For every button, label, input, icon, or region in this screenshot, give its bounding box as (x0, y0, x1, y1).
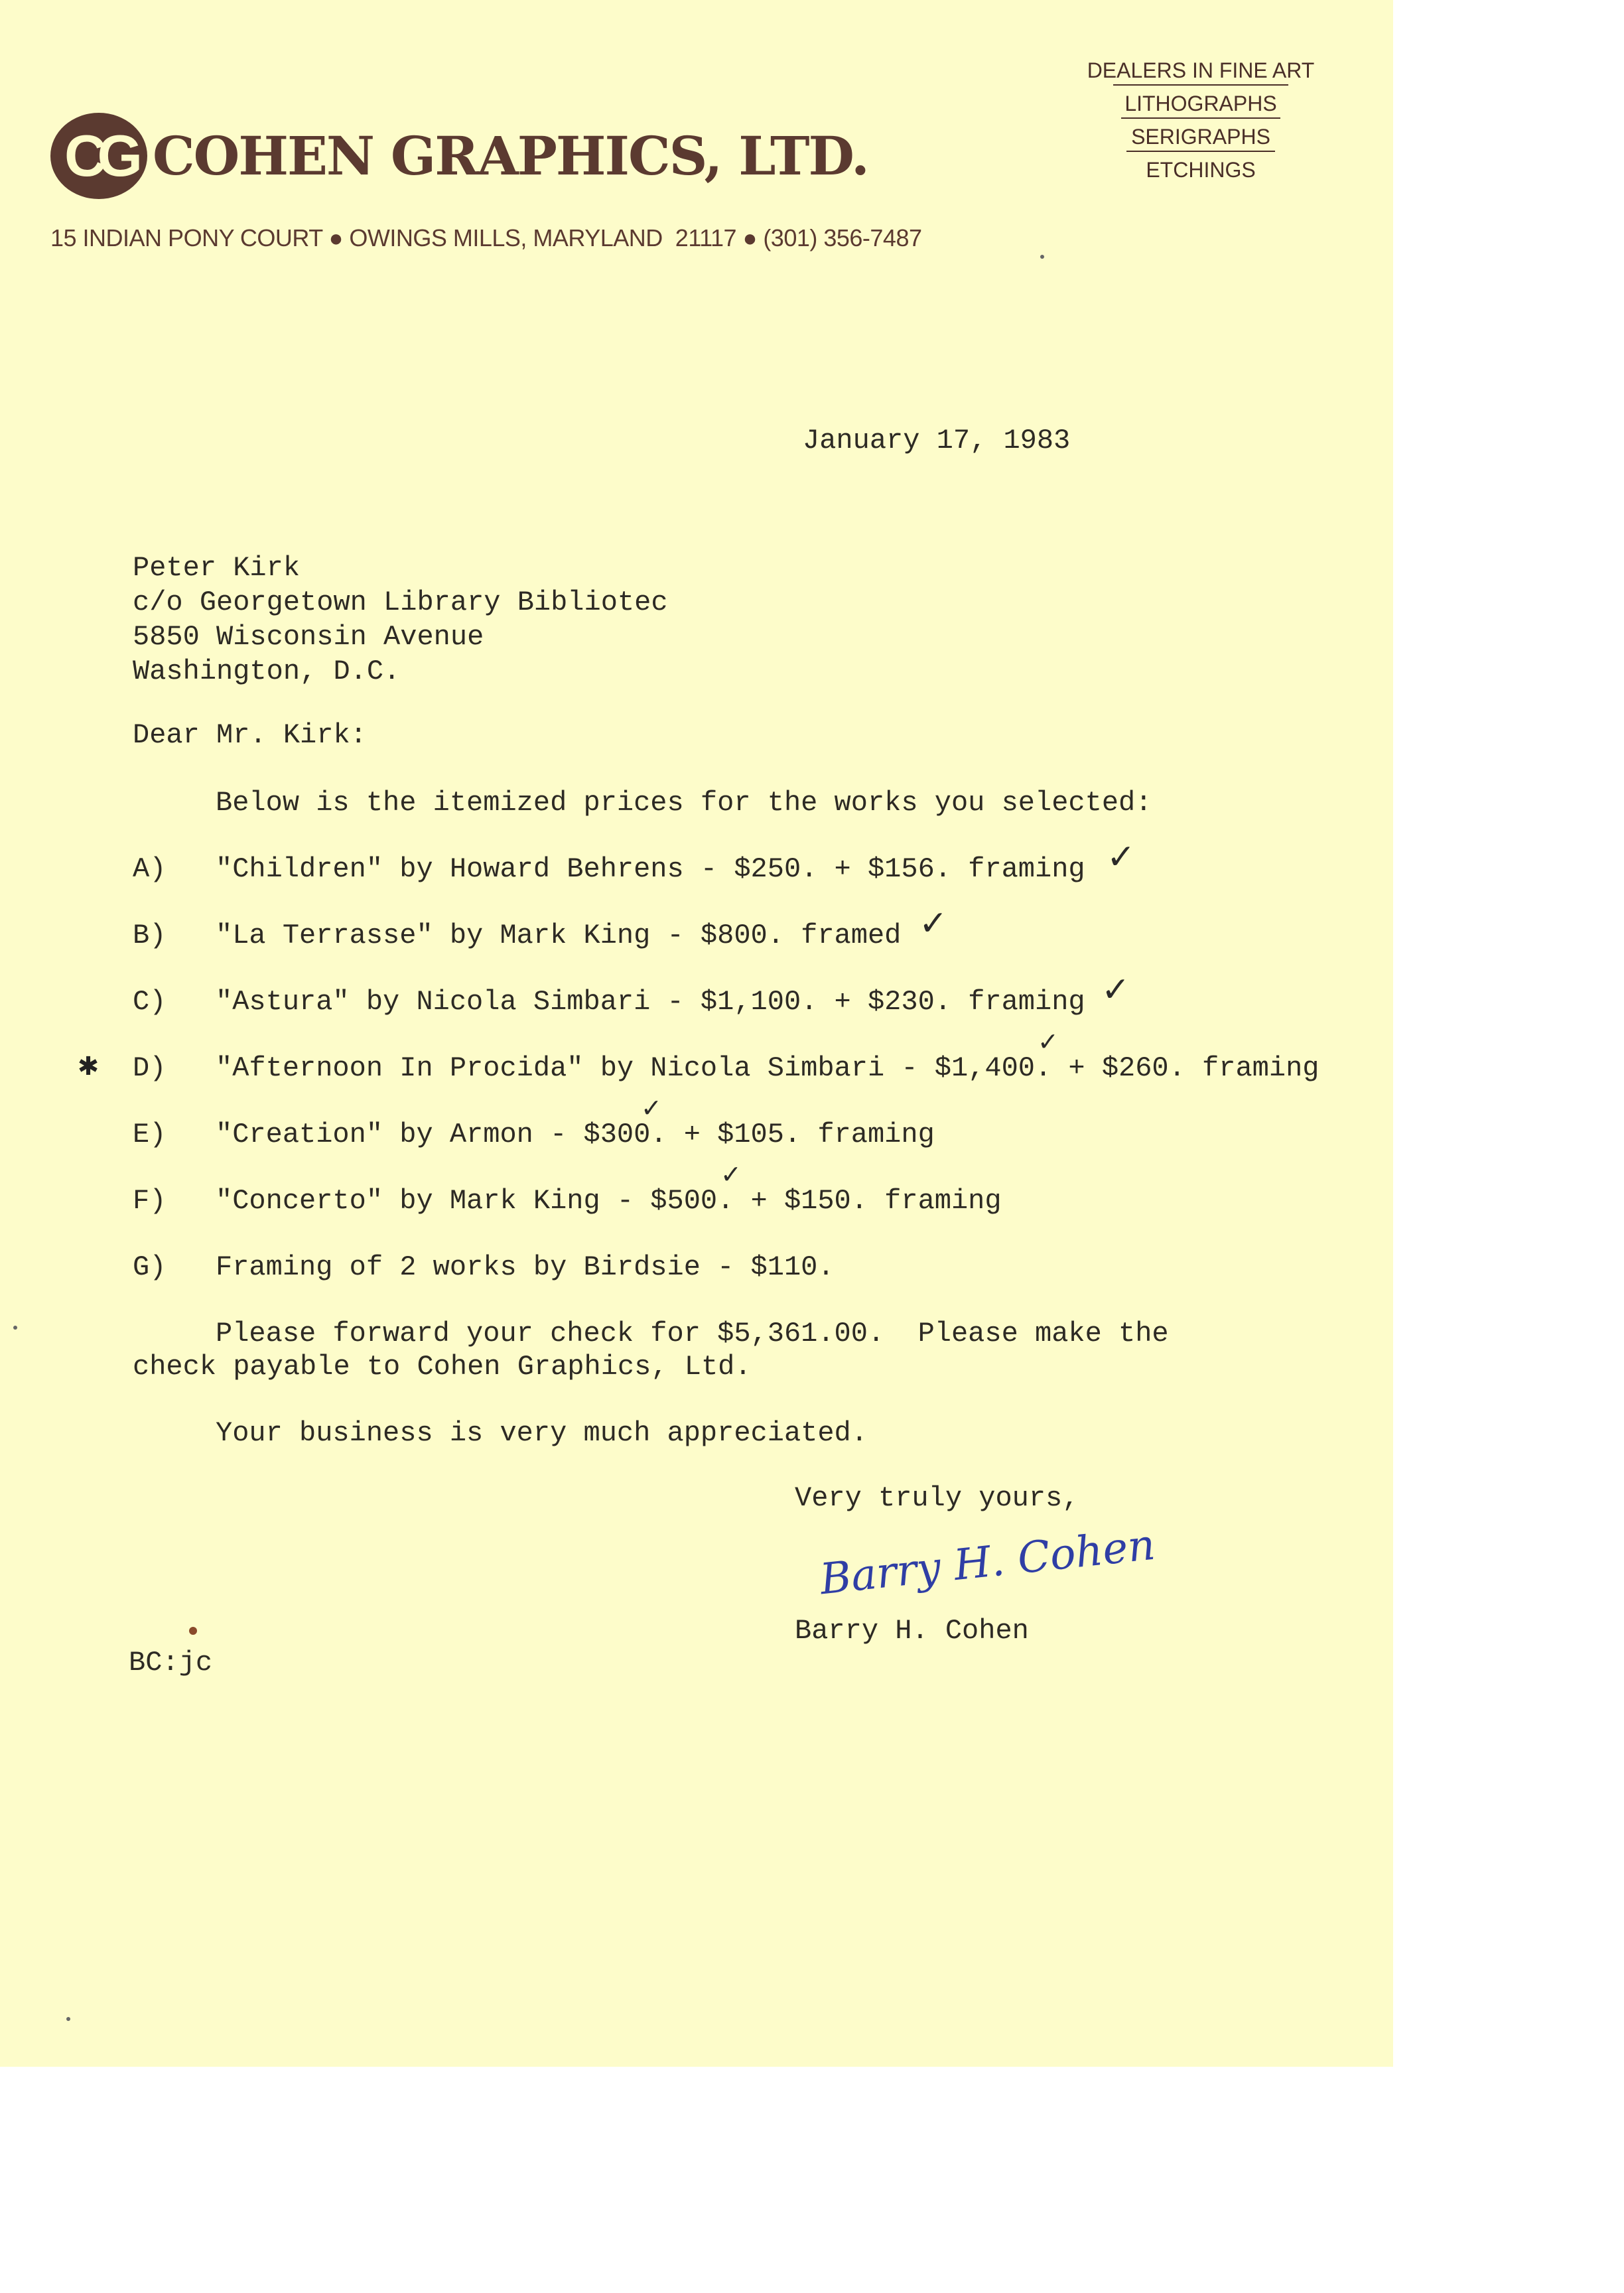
specialty-divider (1121, 117, 1280, 119)
company-address: 15 INDIAN PONY COURT ● OWINGS MILLS, MARYLAND 21117 ● (301) 356-7487 (50, 224, 922, 251)
company-name: COHEN GRAPHICS, LTD. (153, 125, 868, 187)
specialty-lithographs: LITHOGRAPHS (1124, 92, 1277, 115)
item-text: "Children" by Howard Behrens - $250. + $156. framing (216, 853, 1085, 885)
recipient-name: Peter Kirk (133, 552, 301, 584)
check-mark-icon: ✓ (1107, 837, 1136, 877)
logo-monogram: CG (64, 123, 133, 188)
check-mark-icon: ✓ (641, 1093, 662, 1123)
specialty-divider (1113, 84, 1288, 86)
salutation: Dear Mr. Kirk: (133, 719, 367, 751)
item-label: D) (133, 1052, 167, 1084)
specialty-etchings: ETCHINGS (1146, 158, 1256, 182)
complimentary-close: Very truly yours, (795, 1482, 1079, 1514)
signer-name: Barry H. Cohen (795, 1615, 1029, 1647)
item-text: "Afternoon In Procida" by Nicola Simbari - $1,400. + $260. framing (216, 1052, 1320, 1084)
payment-request-line: check payable to Cohen Graphics, Ltd. (133, 1351, 752, 1383)
item-text: "Astura" by Nicola Simbari - $1,100. + $230. framing (216, 986, 1085, 1018)
item-label: C) (133, 986, 167, 1018)
paper-speck (189, 1627, 197, 1635)
check-mark-icon: ✓ (1038, 1027, 1059, 1056)
recipient-line: c/o Georgetown Library Bibliotec (133, 587, 668, 618)
item-label: B) (133, 920, 167, 951)
paper-speck (66, 2017, 70, 2021)
appreciation-line: Your business is very much appreciated. (216, 1417, 868, 1449)
item-label: G) (133, 1251, 167, 1283)
specialty-serigraphs: SERIGRAPHS (1131, 125, 1270, 149)
item-text: "Concerto" by Mark King - $500. + $150. framing (216, 1185, 1002, 1217)
paper-speck (13, 1326, 17, 1330)
specialty-fine-art: DEALERS IN FINE ART (1087, 58, 1315, 82)
item-text: "Creation" by Armon - $300. + $105. framing (216, 1119, 935, 1150)
check-mark-icon: ✓ (1101, 970, 1130, 1010)
check-mark-icon: ✓ (919, 904, 948, 943)
letter-date: January 17, 1983 (803, 425, 1071, 456)
recipient-line: 5850 Wisconsin Avenue (133, 621, 484, 653)
reference-initials: BC:jc (129, 1647, 213, 1679)
handwritten-signature: Barry H. Cohen (817, 1520, 1158, 1605)
recipient-line: Washington, D.C. (133, 656, 401, 687)
asterisk-mark-icon: ✱ (78, 1048, 99, 1085)
item-text: "La Terrasse" by Mark King - $800. framed (216, 920, 902, 951)
item-label: F) (133, 1185, 167, 1217)
company-logo (50, 113, 147, 199)
item-label: A) (133, 853, 167, 885)
check-mark-icon: ✓ (720, 1160, 742, 1189)
specialty-divider (1126, 151, 1275, 152)
item-text: Framing of 2 works by Birdsie - $110. (216, 1251, 835, 1283)
paper-speck (1040, 255, 1044, 259)
intro-paragraph: Below is the itemized prices for the works you selected: (216, 787, 1152, 819)
payment-request-line: Please forward your check for $5,361.00. Please make the (216, 1318, 1169, 1350)
item-label: E) (133, 1119, 167, 1150)
